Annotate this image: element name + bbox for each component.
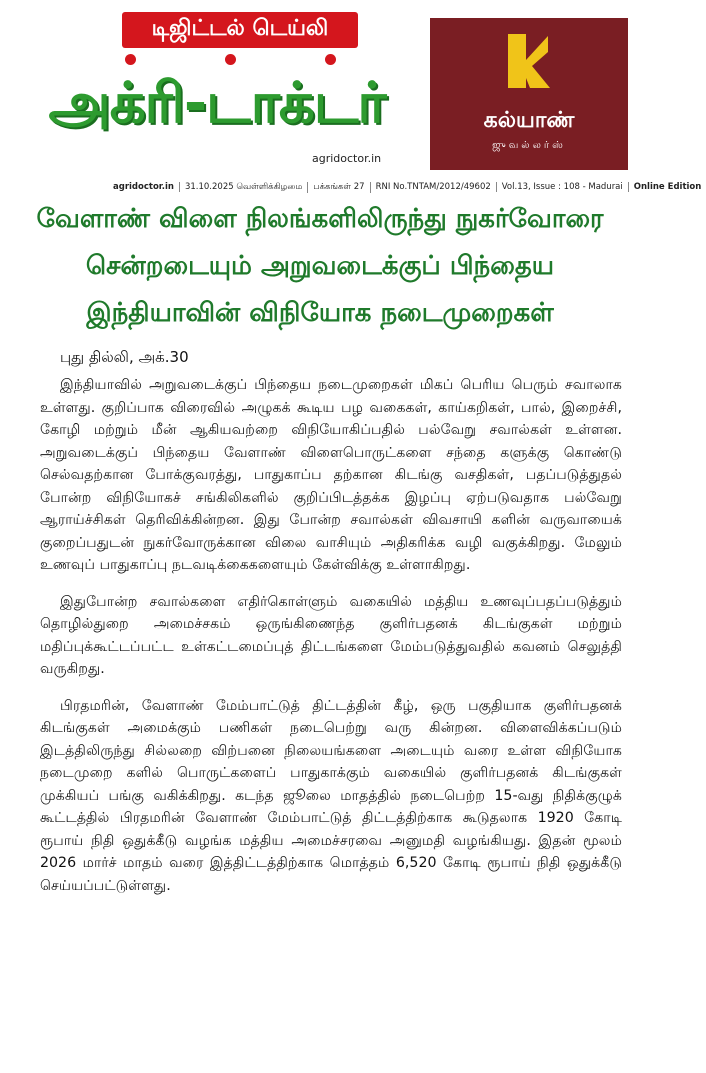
article-body [40,374,622,911]
info-volume: Vol.13, Issue : 108 - Madurai [497,182,629,192]
info-pages: பக்கங்கள் 27 [308,182,370,193]
article-paragraph-1: இந்தியாவில் அறுவடைக்குப் பிந்தைய நடைமுறைகள் மிகப் பெரிய பெரும் சவாலாக உள்ளது. குறிப்பாக விரைவில் அழுகக் கூடிய பழ வகைகள், காய்கறிகள், பால், இறைச்சி, கோழி மற்றும் மீன் ஆகியவற்றை விநியோகிப்பதில் பல்வேறு சவால்கள் உள்ளன. அறுவடைக்குப் பிந்தைய வேளாண் விளைபொருட்களை சந்தை களுக்கு கொண்டு செல்வதற்கான போக்குவரத்து, பாதுகாப்ப தற்கான கிடங்கு வசதிகள், பதப்படுத்துதல் போன்ற விநியோகச் சங்கிலிகளில் குறிப்பிடத்தக்க இழப்பு ஏற்படுவதாக பல்வேறு ஆராய்ச்சிகள் தெரிவிக்கின்றன. இது போன்ற சவால்கள் விவசாயி களின் வருவாயைக் குறைப்பதுடன் நுகர்வோருக்கான விலை வாசியும் அதிகரிக்க வழி வகுக்கிறது. மேலும் உணவுப் பாதுகாப்பு நடவடிக்கைகளையும் கேள்விக்கு உள்ளாகிறது. [40,377,622,573]
masthead [0,0,640,180]
brand-url: agridoctor.in [312,152,382,165]
info-site: agridoctor.in [108,182,180,192]
kalyan-logo-icon [504,30,554,92]
ad-tagline: ஜுவல்லர்ஸ் [492,140,566,151]
masthead-subtitle: டிஜிட்டல் டெய்லி [122,12,358,48]
headline-line-1: வேளாண் விளை நிலங்களிலிருந்து நுகர்வோரை [36,204,604,234]
article-headline [20,196,620,337]
issue-info-bar [108,178,702,196]
advertisement[interactable] [430,18,628,170]
article-dateline: புது தில்லி, அக்.30 [60,348,189,366]
headline-line-2: சென்றடையும் அறுவடைக்குப் பிந்தைய [85,251,555,281]
article-paragraph-2: இதுபோன்ற சவால்களை எதிர்கொள்ளும் வகையில் மத்திய உணவுப்பதப்படுத்தும் தொழில்துறை அமைச்சகம் ஒருங்கிணைந்த குளிர்பதனக் கிடங்குகள் மற்றும் மதிப்புக்கூட்டப்பட்ட உள்கட்டமைப்புத் திட்டங்களை மேம்படுத்துவதில் கவனம் செலுத்தி வருகிறது. [40,593,622,677]
article-paragraph-3: பிரதமரின், வேளாண் மேம்பாட்டுத் திட்டத்தின் கீழ், ஒரு பகுதியாக குளிர்பதனக் கிடங்குகள் அமைக்கும் பணிகள் நடைபெற்று வரு கின்றன. விளைவிக்கப்படும் இடத்திலிருந்து சில்லறை விற்பனை நிலையங்களை அடையும் வரை உள்ள விநியோக நடைமுறை களில் பொருட்களைப் பாதுகாக்கும் வகையில் குளிர்பதனக் கிடங்குகள் முக்கியப் பங்கு வகிக்கிறது. கடந்த ஜூலை மாதத்தில் நடைபெற்ற 15-வது நிதிக்குழுக் கூட்டத்தில் பிரதமரின் வேளாண் மேம்பாட்டுத் திட்டத்திற்காக கூடுதலாக 1920 கோடி ரூபாய் நிதி ஒதுக்கீடு வழங்க மத்திய அமைச்சரவை அனுமதி வழங்கியது. இதன் மூலம் 2026 மார்ச் மாதம் வரை இத்திட்டத்திற்காக மொத்தம் 6,520 கோடி ரூபாய் நிதி ஒதுக்கீடு செய்யப்பட்டுள்ளது. [40,697,622,894]
info-date: 31.10.2025 வெள்ளிக்கிழமை [180,182,308,193]
brand-title: அக்ரி-டாக்டர் [48,71,386,136]
headline-line-3: இந்தியாவின் விநியோக நடைமுறைகள் [86,298,554,328]
info-rni: RNI No.TNTAM/2012/49602 [371,182,497,192]
info-edition: Online Edition [633,182,702,192]
ad-brand-name: கல்யாண் [483,108,575,133]
